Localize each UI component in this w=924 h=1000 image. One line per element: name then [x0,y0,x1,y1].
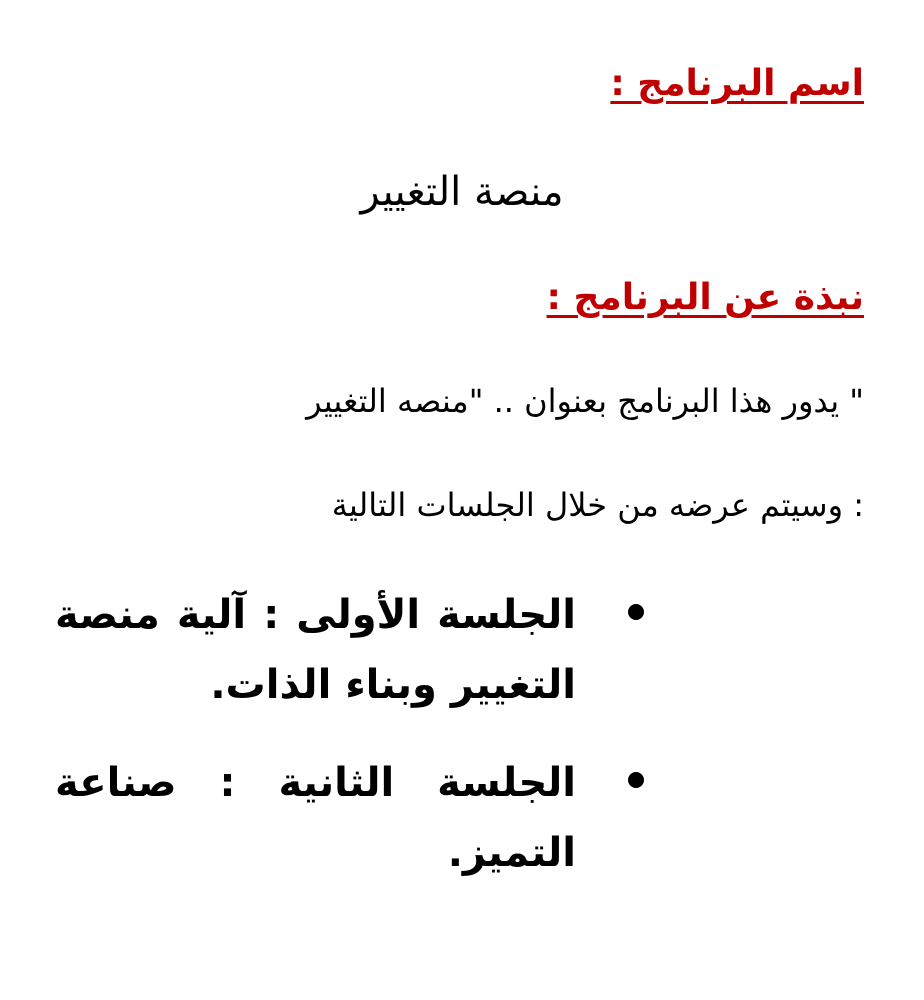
session-item-1 [0,580,924,720]
bullet-icon [628,604,644,620]
sessions-list [0,580,924,916]
session-text: الجلسة الأولى : آلية منصة التغيير وبناء الذات. [55,592,576,708]
about-heading: نبذة عن البرنامج : [546,277,864,318]
bullet-icon [628,772,644,788]
session-text: الجلسة الثانية : صناعة التميز. [55,760,576,876]
description-line-1: " يدور هذا البرنامج بعنوان .. "منصه التغيير [306,382,864,420]
session-item-2 [0,748,924,888]
program-name-heading: اسم البرنامج : [610,63,864,104]
description-line-2: : وسيتم عرضه من خلال الجلسات التالية [331,486,864,524]
program-name: منصة التغيير [360,169,564,215]
